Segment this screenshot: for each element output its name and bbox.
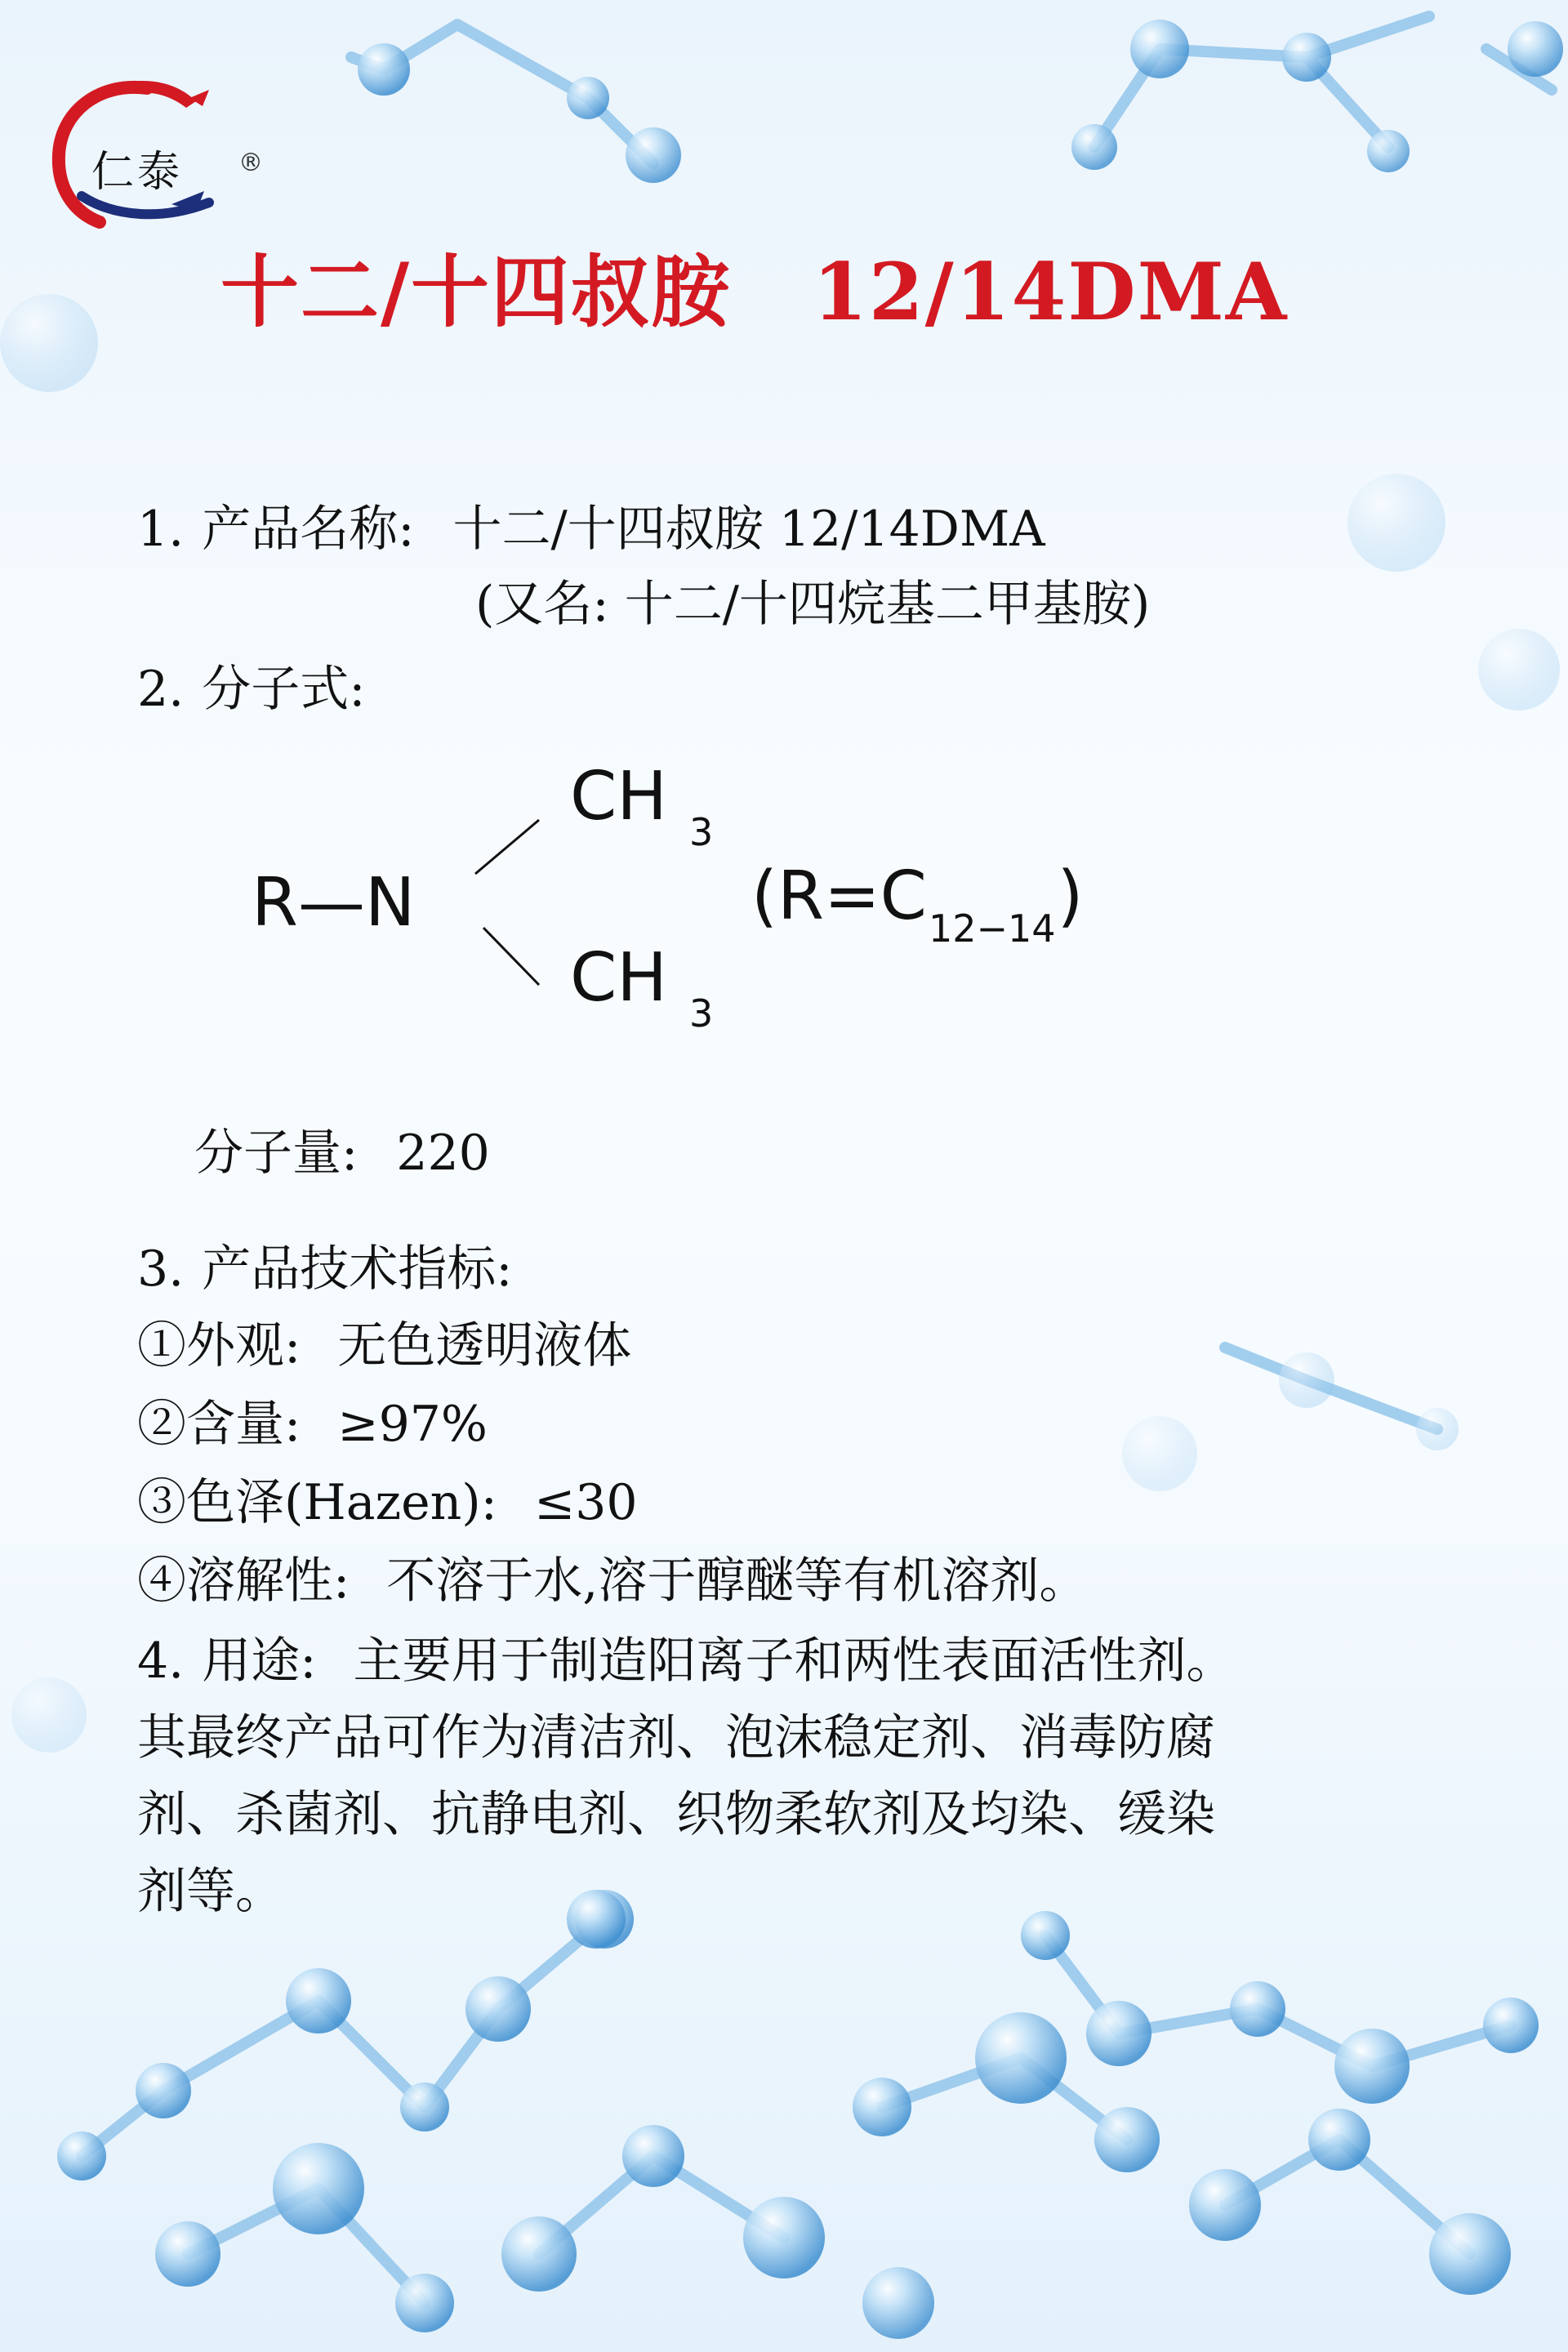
spec-value: ≤30 (533, 1474, 638, 1531)
spec-appearance (137, 1317, 632, 1374)
usage-line-3: 剂、杀菌剂、抗静电剂、织物柔软剂及均染、缓染 (137, 1786, 1215, 1843)
formula-ch3-bottom: CH (570, 939, 667, 1017)
title-chinese: 十二/十四叔胺 (220, 246, 732, 338)
spec-solubility (137, 1552, 1089, 1610)
section-number: 1. (137, 501, 185, 558)
formula-ch3-bottom-sub: 3 (689, 991, 714, 1036)
section-number: 3. (137, 1241, 185, 1298)
product-alias: (又名: 十二/十四烷基二甲基胺) (475, 576, 1151, 633)
spec-marker: ② (137, 1396, 186, 1453)
specs-heading (137, 1241, 513, 1298)
specs-label: 产品技术指标: (202, 1241, 513, 1298)
section-number: 4. (137, 1633, 185, 1690)
molecular-weight-label: 分子量: (194, 1125, 359, 1182)
usage-label: 用途: (202, 1633, 317, 1690)
spec-label: 色泽(Hazen): (186, 1474, 497, 1531)
spec-marker: ④ (137, 1552, 186, 1610)
product-name-line (137, 501, 1045, 558)
formula-r-n: R—N (252, 864, 416, 942)
spec-value: 无色透明液体 (337, 1317, 632, 1374)
molecular-weight-value: 220 (396, 1125, 490, 1182)
usage-line-1 (137, 1633, 1236, 1690)
spec-value: ≥97% (337, 1396, 488, 1453)
usage-line-2: 其最终产品可作为清洁剂、泡沫稳定剂、消毒防腐 (137, 1709, 1215, 1766)
formula-ch3-top: CH (570, 758, 667, 835)
spec-label: 外观: (186, 1317, 301, 1374)
product-name-value: 十二/十四叔胺 12/14DMA (452, 501, 1045, 558)
spec-label: 溶解性: (186, 1552, 350, 1610)
formula-r-definition (751, 858, 1084, 951)
spec-marker: ① (137, 1317, 186, 1374)
formula-heading (137, 661, 366, 718)
spec-color (137, 1474, 638, 1531)
spec-label: 含量: (186, 1396, 301, 1453)
section-number: 2. (137, 661, 185, 718)
product-name-label: 产品名称: (202, 501, 415, 558)
structural-formula (245, 751, 1184, 1045)
page-title (220, 230, 1446, 342)
formula-r-sub: 12−14 (928, 906, 1056, 951)
spec-value: 不溶于水,溶于醇醚等有机溶剂。 (386, 1552, 1089, 1610)
formula-label: 分子式: (202, 661, 366, 718)
molecular-weight (194, 1125, 490, 1182)
spec-marker: ③ (137, 1474, 186, 1531)
usage-line-4: 剂等。 (137, 1863, 284, 1920)
registered-mark: ® (238, 149, 263, 177)
formula-r-suffix: ) (1057, 858, 1084, 935)
formula-ch3-top-sub: 3 (689, 810, 714, 854)
spec-content (137, 1396, 488, 1453)
logo-text: 仁泰 (91, 148, 184, 197)
brand-logo (49, 74, 263, 237)
formula-r-prefix: (R=C (751, 858, 927, 935)
usage-text: 主要用于制造阳离子和两性表面活性剂。 (353, 1633, 1236, 1690)
title-code: 12/14DMA (813, 246, 1289, 338)
